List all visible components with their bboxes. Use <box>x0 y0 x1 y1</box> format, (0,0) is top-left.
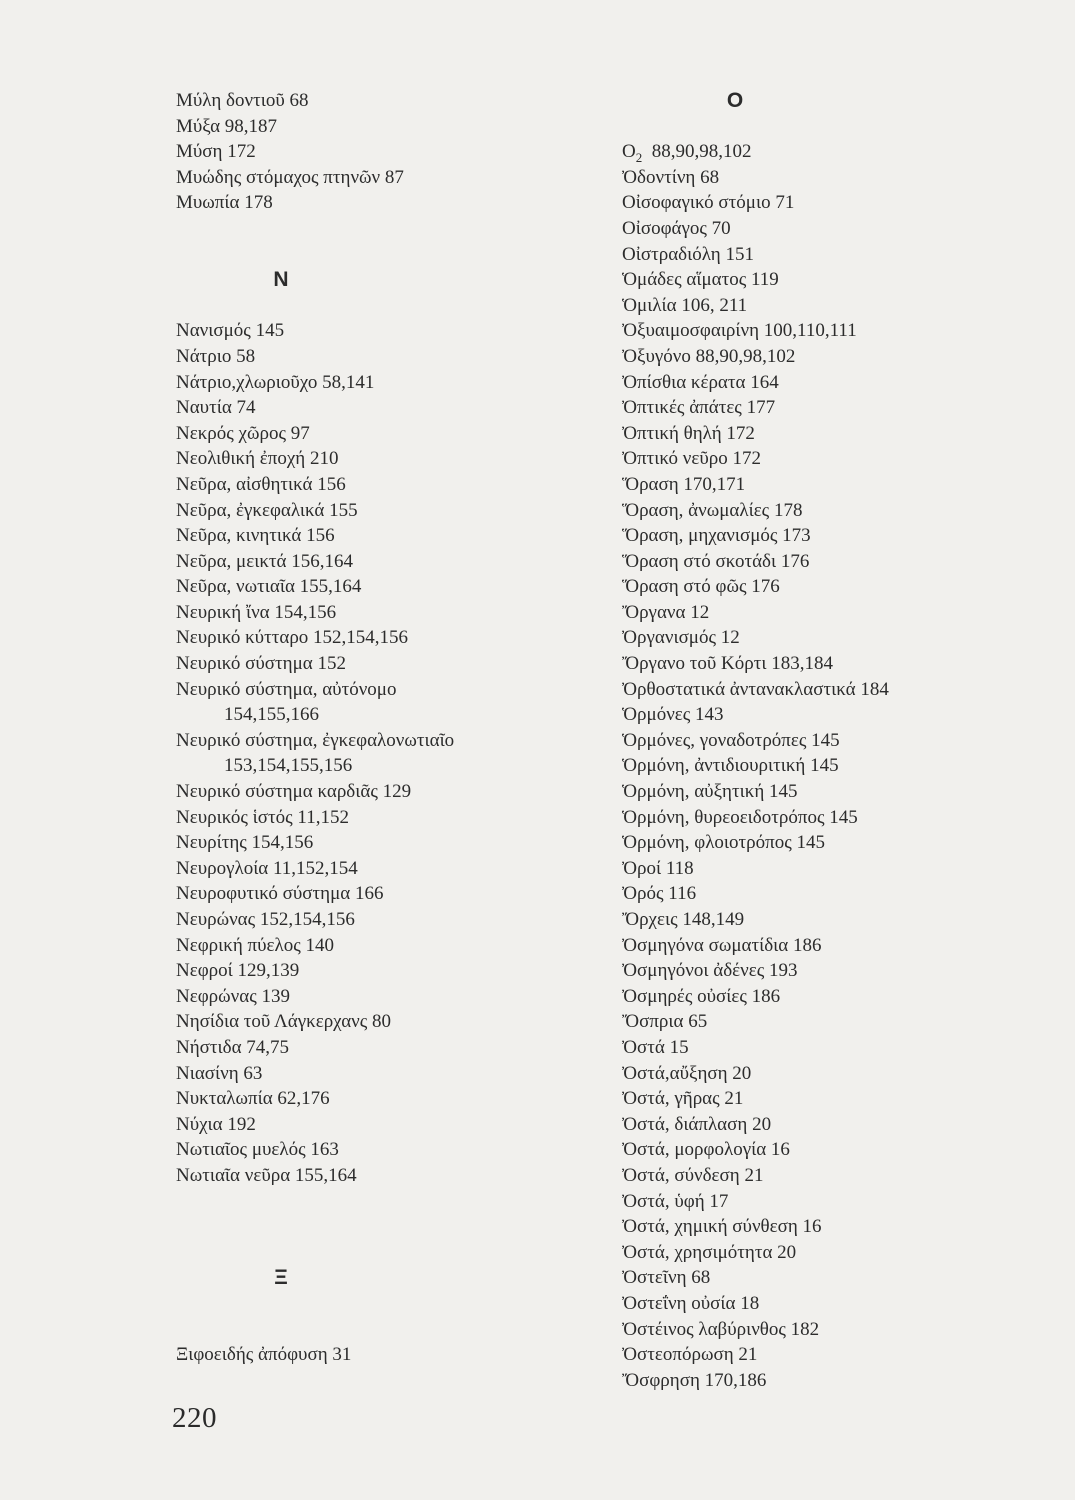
index-entry: Νευρικός ἱστός 11,152 <box>176 806 349 828</box>
index-entry: Ὀστά 15 <box>622 1036 689 1058</box>
index-entry: Ὁμάδες αἵματος 119 <box>622 269 779 291</box>
index-entry: Ὁμιλία 106, 211 <box>622 294 748 316</box>
section-spacer <box>176 293 616 319</box>
index-entry: Νευροφυτικό σύστημα 166 <box>176 883 384 905</box>
index-entry: Ὀσμηγόνοι ἀδένες 193 <box>622 960 798 982</box>
index-entry: Νάτριο,χλωριοῦχο 58,141 <box>176 371 375 393</box>
index-entry: Ὀπίσθια κέρατα 164 <box>622 371 779 393</box>
section-spacer <box>622 114 1062 140</box>
index-entry: 153,154,155,156 <box>224 755 353 777</box>
index-entry: Νησίδια τοῦ Λάγκερχανς 80 <box>176 1011 392 1033</box>
index-entry: Ὅραση στό σκοτάδι 176 <box>622 550 810 572</box>
index-entry: Μύξα 98,187 <box>176 115 278 137</box>
o2-subscript: 2 <box>635 149 643 165</box>
index-entry: Νεολιθική ἐποχή 210 <box>176 448 339 470</box>
index-entry: Ὀξυαιμοσφαιρίνη 100,110,111 <box>622 320 857 342</box>
index-entry: Νήστιδα 74,75 <box>176 1036 290 1058</box>
index-entry: Νεκρός χῶρος 97 <box>176 422 310 444</box>
index-entry: Ὀσμηγόνα σωματίδια 186 <box>622 934 822 956</box>
index-group-m <box>176 88 616 216</box>
index-entry: Νευρικό σύστημα, ἐγκεφαλονωτιαῖο <box>176 729 455 751</box>
index-entry: Ὀστά,αὔξηση 20 <box>622 1062 752 1084</box>
index-entry: Νάτριο 58 <box>176 345 256 367</box>
index-entry: Νωτιαῖος μυελός 163 <box>176 1139 339 1161</box>
section-spacer <box>176 1317 616 1343</box>
index-entry: Ὀπτική θηλή 172 <box>622 422 755 444</box>
index-entry: Νιασίνη 63 <box>176 1062 263 1084</box>
index-entry: Νευρώνας 152,154,156 <box>176 909 355 930</box>
index-entry: Ὀστά, μορφολογία 16 <box>622 1139 790 1161</box>
index-column-left <box>176 88 616 1368</box>
o2-symbol: O <box>622 141 636 163</box>
index-entry: Ὁρμόνες 143 <box>622 704 724 726</box>
index-entry: Ὄσφρηση 170,186 <box>622 1369 767 1391</box>
index-entry: Ὀστέινος λαβύρινθος 182 <box>622 1318 820 1340</box>
section-spacer <box>176 242 616 268</box>
section-heading-n: N <box>273 268 289 292</box>
index-entry: Ὁρμόνη, θυρεοειδοτρόπος 145 <box>622 806 858 828</box>
index-entry: Νεφροί 129,139 <box>176 960 300 982</box>
index-entry: Ὅραση 170,171 <box>622 473 746 495</box>
o2-pages: 88,90,98,102 <box>651 141 752 163</box>
index-entry: Ὁρμόνες, γοναδοτρόπες 145 <box>622 729 840 751</box>
index-entry: Ὀστεΐνη οὐσία 18 <box>622 1292 760 1314</box>
index-group-n <box>176 318 616 1188</box>
index-entry: Νύχια 192 <box>176 1113 256 1135</box>
index-entry: Μυώδης στόμαχος πτηνῶν 87 <box>176 166 404 188</box>
index-entry: Ὀπτικές ἀπάτες 177 <box>622 397 776 419</box>
index-entry: Νευρικό σύστημα καρδιᾶς 129 <box>176 781 412 803</box>
index-entry: Μυωπία 178 <box>176 192 273 214</box>
index-entry: Νευρογλοία 11,152,154 <box>176 857 358 879</box>
index-entry: Νεῦρα, ἐγκεφαλικά 155 <box>176 499 358 521</box>
index-entry: Ὅραση, ἀνωμαλίες 178 <box>622 499 803 521</box>
index-entry: Ναυτία 74 <box>176 397 256 419</box>
index-entry: Ὀστά, διάπλαση 20 <box>622 1113 772 1135</box>
index-entry: Νυκταλωπία 62,176 <box>176 1088 330 1110</box>
index-entry: Νανισμός 145 <box>176 320 285 342</box>
index-entry: Ὀργανισμός 12 <box>622 627 740 649</box>
index-entry: Νεφρώνας 139 <box>176 985 290 1007</box>
index-entry: Ὀπτικό νεῦρο 172 <box>622 448 761 470</box>
index-entry: Ὀδοντίνη 68 <box>622 166 720 188</box>
index-entry: Νευρίτης 154,156 <box>176 832 314 854</box>
index-entry: Ὄργανα 12 <box>622 601 710 623</box>
index-entry: Νωτιαῖα νεῦρα 155,164 <box>176 1164 357 1186</box>
index-entry: Ὄρχεις 148,149 <box>622 909 745 930</box>
section-heading-xi: Ξ <box>274 1266 288 1290</box>
index-entry: Νεῦρα, νωτιαῖα 155,164 <box>176 576 362 598</box>
index-entry: Μύση 172 <box>176 141 256 163</box>
index-entry: Ὀσμηρές οὐσίες 186 <box>622 985 781 1007</box>
index-entry: Οἰσοφάγος 70 <box>622 217 731 239</box>
index-entry: Ὁρμόνη, ἀντιδιουριτική 145 <box>622 755 839 777</box>
index-entry: Ὀστά, γῆρας 21 <box>622 1088 744 1110</box>
section-spacer <box>176 1214 616 1240</box>
section-spacer <box>176 216 616 242</box>
index-group-xi <box>176 1342 616 1368</box>
index-entry: Ὀστά, ὑφή 17 <box>622 1190 729 1212</box>
index-entry: Μύλη δοντιοῦ 68 <box>176 90 309 111</box>
index-entry: Ὁρμόνη, φλοιοτρόπος 145 <box>622 832 825 854</box>
index-entry: Ὀρθοστατικά ἀντανακλαστικά 184 <box>622 678 889 700</box>
index-group-o <box>622 165 1062 1394</box>
index-entry: Ὀρός 116 <box>622 883 697 905</box>
index-entry: Νεῦρα, αἰσθητικά 156 <box>176 473 346 495</box>
section-spacer <box>176 1189 616 1215</box>
index-entry: Νεῦρα, κινητικά 156 <box>176 525 335 547</box>
index-entry: Νευρικό σύστημα 152 <box>176 653 346 675</box>
index-entry: Ὀστεῖνη 68 <box>622 1267 711 1289</box>
index-entry: Ὀστεοπόρωση 21 <box>622 1344 758 1366</box>
section-spacer <box>176 1291 616 1317</box>
section-spacer <box>176 1240 616 1266</box>
index-entry: Ξιφοειδής ἀπόφυση 31 <box>176 1344 352 1366</box>
index-entry: Οἰστραδιόλη 151 <box>622 243 754 265</box>
index-entry: 154,155,166 <box>224 704 319 726</box>
index-entry: Νεφρική πύελος 140 <box>176 934 334 956</box>
index-entry: Ὀξυγόνο 88,90,98,102 <box>622 345 796 367</box>
index-entry: Ὀροί 118 <box>622 857 694 879</box>
index-entry: Ὁρμόνη, αὐξητική 145 <box>622 781 798 803</box>
index-entry: Ὄργανο τοῦ Κόρτι 183,184 <box>622 653 833 675</box>
index-entry: Νευρική ἴνα 154,156 <box>176 601 337 623</box>
index-entry-o2 <box>622 139 1062 165</box>
index-entry: Ὀστά, χημική σύνθεση 16 <box>622 1216 822 1238</box>
index-entry: Ὀστά, χρησιμότητα 20 <box>622 1241 797 1263</box>
section-heading-o: O <box>726 89 744 112</box>
index-column-right <box>622 88 1062 1393</box>
index-entry: Ὀστά, σύνδεση 21 <box>622 1164 764 1186</box>
index-entry: Ὅραση στό φῶς 176 <box>622 576 780 598</box>
index-entry: Ὄσπρια 65 <box>622 1011 708 1033</box>
index-entry: Νευρικό σύστημα, αὐτόνομο <box>176 678 397 700</box>
page-number: 220 <box>172 1402 217 1434</box>
index-entry: Νεῦρα, μεικτά 156,164 <box>176 550 353 572</box>
index-entry: Νευρικό κύτταρο 152,154,156 <box>176 627 409 649</box>
index-entry: Ὅραση, μηχανισμός 173 <box>622 525 811 547</box>
index-entry: Οἰσοφαγικό στόμιο 71 <box>622 192 795 214</box>
